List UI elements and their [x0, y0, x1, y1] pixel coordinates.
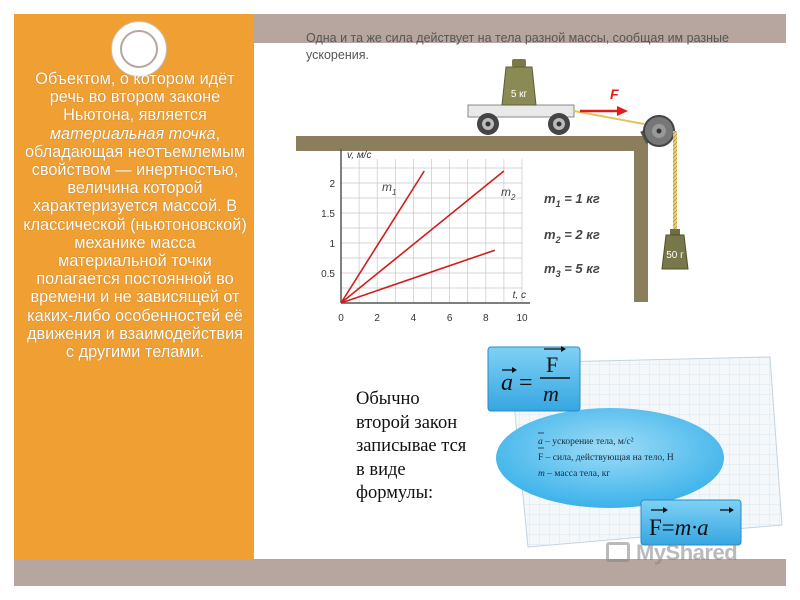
y-tick-label: 2	[329, 179, 335, 190]
legend-m1-sub: 1	[555, 199, 561, 209]
watermark-text: MyShared	[636, 540, 738, 565]
svg-text:m1 = 1 кг	[544, 191, 600, 209]
alt-formula-lhs: F	[649, 515, 662, 540]
def-f-text: – сила, действующая на тело, Н	[543, 453, 674, 463]
x-tick-label: 2	[374, 313, 380, 324]
y-tick-label: 1	[329, 239, 335, 250]
legend-m3-symbol: m	[544, 261, 556, 276]
x-axis-label: t, с	[512, 290, 526, 301]
experiment-figure	[280, 55, 740, 345]
x-tick-label: 10	[516, 313, 528, 324]
definition-part-1: Объектом, о котором идёт речь во втором законе Ньютона, является	[35, 70, 235, 125]
svg-text:m2 = 2 кг	[544, 227, 600, 245]
main-formula-lhs: a	[501, 370, 513, 396]
svg-text:a – ускорение тела, м/с²	[538, 437, 634, 447]
definition-part-2: , обладающая неотъемлемым свойством — инертностью, величина которой характеризуется массой. В классической (ньютоновской) механике масса материальной точки полагается постоянной во времени и не зависящей от каких-либо особенностей её движения и взаимодействия с другими телами.	[23, 124, 247, 362]
definition-text	[22, 70, 248, 361]
mass-legend	[544, 191, 600, 279]
x-tick-label: 0	[338, 313, 344, 324]
force-label: F	[610, 86, 619, 102]
def-m-text: – масса тела, кг	[544, 469, 611, 479]
equals-sign: =	[519, 370, 533, 396]
pulley	[642, 116, 674, 146]
hanging-weight-label: 50 г	[666, 250, 684, 261]
main-formula-numerator: F	[546, 352, 559, 377]
svg-text:m3 = 5 кг	[544, 261, 600, 279]
svg-text:m – масса тела, кг	[538, 469, 610, 479]
legend-m1-value: = 1 кг	[560, 191, 600, 206]
legend-m1-symbol: m	[544, 191, 556, 206]
table-top	[296, 136, 648, 151]
svg-text:F=m·a	[649, 515, 709, 540]
x-tick-label: 4	[410, 313, 417, 324]
force-arrow-head	[617, 106, 628, 116]
series-label-m1: $m_1$	[382, 180, 397, 197]
legend-m3-sub: 3	[555, 269, 561, 279]
alt-formula-rhs: m·a	[674, 515, 709, 540]
legend-m2-value: = 2 кг	[560, 227, 600, 242]
presentation-icon	[606, 542, 630, 562]
main-formula-denominator: m	[543, 381, 559, 406]
x-tick-label: 6	[446, 313, 453, 324]
rope-horizontal	[574, 111, 644, 124]
cart-wheel-left	[477, 113, 499, 135]
x-tick-label: 8	[483, 313, 489, 324]
hanging-weight	[662, 229, 688, 269]
def-a-text: – ускорение тела, м/с²	[542, 437, 634, 447]
svg-text:F – сила, действующая на тело,	[538, 452, 674, 463]
y-tick-label: 1.5	[321, 209, 335, 220]
def-f-symbol: F	[538, 453, 544, 463]
rope-vertical	[673, 131, 677, 229]
def-a-symbol: a	[538, 437, 543, 447]
cart-wheel-right	[548, 113, 570, 135]
definition-term: материальная точка	[49, 124, 216, 143]
velocity-chart	[321, 149, 530, 324]
y-axis-label: v, м/с	[347, 150, 372, 161]
y-tick-label: 0.5	[321, 269, 335, 280]
table-leg	[634, 136, 648, 302]
legend-m2-symbol: m	[544, 227, 556, 242]
cart-weight-label: 5 кг	[510, 89, 528, 100]
def-m-symbol: m	[538, 469, 545, 479]
watermark	[606, 540, 737, 566]
formula-illustration	[470, 335, 790, 555]
figure-caption: Одна и та же сила действует на тела разной массы, сообщая им разные ускорения.	[306, 31, 729, 62]
series-label-m2: $m_2$	[501, 185, 516, 202]
legend-m2-sub: 2	[555, 235, 561, 245]
circle-ornament-inner	[120, 30, 158, 68]
legend-m3-value: = 5 кг	[560, 261, 600, 276]
alt-equals-sign: =	[661, 515, 675, 540]
formula-note: Обычно второй закон записывае тся в виде формулы:	[356, 389, 467, 503]
